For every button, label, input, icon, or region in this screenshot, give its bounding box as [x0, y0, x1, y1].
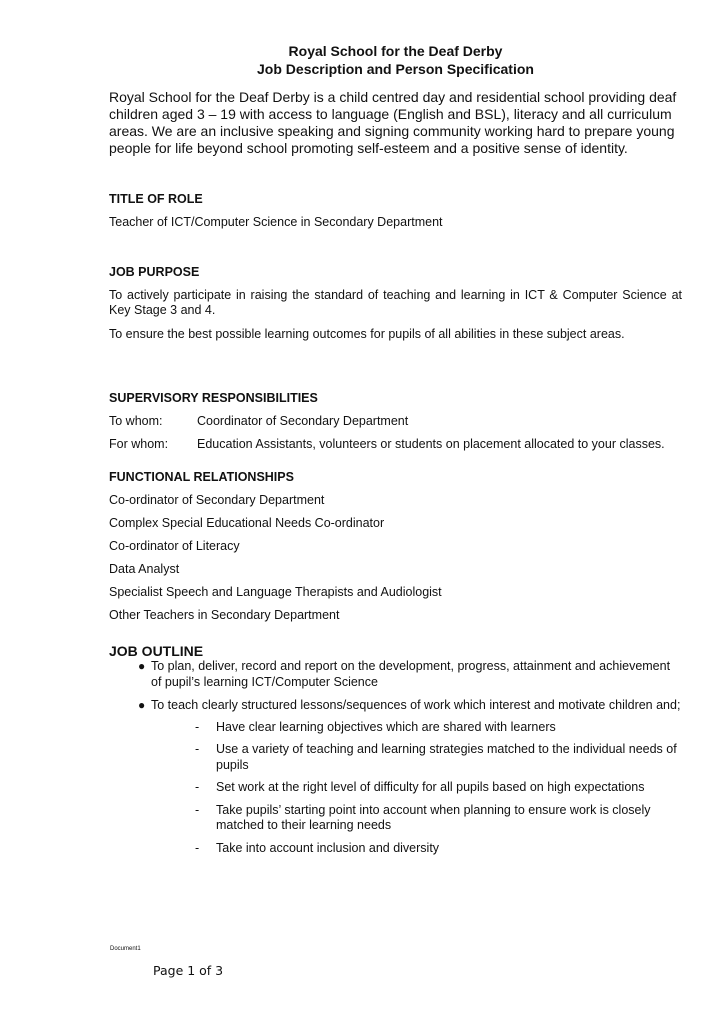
subitem-text: Have clear learning objectives which are shared with learners [216, 719, 556, 734]
section-heading-functional: FUNCTIONAL RELATIONSHIPS [109, 469, 294, 484]
subitem-text: Use a variety of teaching and learning strategies matched to the individual needs of pupils [216, 742, 677, 772]
job-outline-subitem [109, 841, 682, 857]
footer-document-name: Document1 [110, 946, 141, 952]
job-outline-bullet-text: To teach clearly structured lessons/sequences of work which interest and motivate children and; [151, 698, 681, 712]
functional-item: Co-ordinator of Secondary Department [109, 492, 325, 507]
dash-icon: - [195, 780, 200, 794]
subitem-text: Set work at the right level of difficulty for all pupils based on high expectations [216, 780, 645, 794]
supervisory-row [109, 437, 682, 453]
dash-icon: - [195, 802, 200, 817]
footer-page-number: Page 1 of 3 [153, 963, 224, 978]
functional-item: Complex Special Educational Needs Co-ordinator [109, 515, 385, 530]
subitem-text: Take pupils’ starting point into account when planning to ensure work is closely matched to their learning needs [216, 802, 651, 832]
dash-icon: - [195, 742, 200, 756]
job-outline-subitem [109, 720, 682, 736]
supervisory-label: To whom: [109, 414, 163, 428]
section-heading-job-purpose: JOB PURPOSE [109, 264, 200, 279]
section-heading-job-outline: JOB OUTLINE [109, 643, 204, 659]
job-outline-subitem [109, 803, 682, 834]
functional-item: Data Analyst [109, 561, 180, 576]
section-heading-supervisory: SUPERVISORY RESPONSIBILITIES [109, 391, 318, 405]
functional-item: Other Teachers in Secondary Department [109, 607, 340, 622]
job-purpose-paragraph: To actively participate in raising the standard of teaching and learning in ICT & Computer Science at Key Stage 3 and 4. [109, 287, 682, 317]
job-outline-list [109, 659, 682, 714]
supervisory-value: Coordinator of Secondary Department [197, 414, 409, 428]
document-body [109, 42, 682, 863]
subitem-text: Take into account inclusion and diversity [216, 840, 440, 855]
functional-item: Co-ordinator of Literacy [109, 538, 240, 553]
job-outline-subitem [109, 780, 682, 796]
job-outline-bullet [109, 698, 682, 714]
supervisory-value: Education Assistants, volunteers or students on placement allocated to your classes. [197, 437, 665, 451]
bullet-icon: ● [138, 698, 146, 712]
supervisory-label: For whom: [109, 437, 169, 451]
section-heading-title-of-role: TITLE OF ROLE [109, 192, 203, 206]
document-subtitle: Job Description and Person Specification [257, 61, 534, 77]
dash-icon: - [195, 840, 200, 855]
intro-paragraph: Royal School for the Deaf Derby is a child centred day and residential school providing deaf children aged 3 – 19 with access to language (English and BSL), literacy and all curriculum areas. We are an inclusive speaking and signing community working hard to prepare young people for life beyond school promoting self-esteem and a positive sense of identity. [109, 89, 677, 156]
job-outline-bullet [109, 659, 682, 690]
job-purpose-paragraph: To ensure the best possible learning outcomes for pupils of all abilities in these subject areas. [109, 326, 625, 341]
document-title: Royal School for the Deaf Derby [288, 43, 503, 59]
job-outline-subitem [109, 742, 682, 773]
supervisory-row [109, 414, 682, 430]
job-outline-bullet-text: To plan, deliver, record and report on the development, progress, attainment and achievement of pupil’s learning ICT/Computer Science [151, 659, 671, 689]
bullet-icon: ● [138, 659, 146, 673]
dash-icon: - [195, 719, 200, 734]
job-outline-sublist [109, 720, 682, 857]
functional-item: Specialist Speech and Language Therapists and Audiologist [109, 584, 442, 599]
role-title-text: Teacher of ICT/Computer Science in Secondary Department [109, 215, 443, 229]
